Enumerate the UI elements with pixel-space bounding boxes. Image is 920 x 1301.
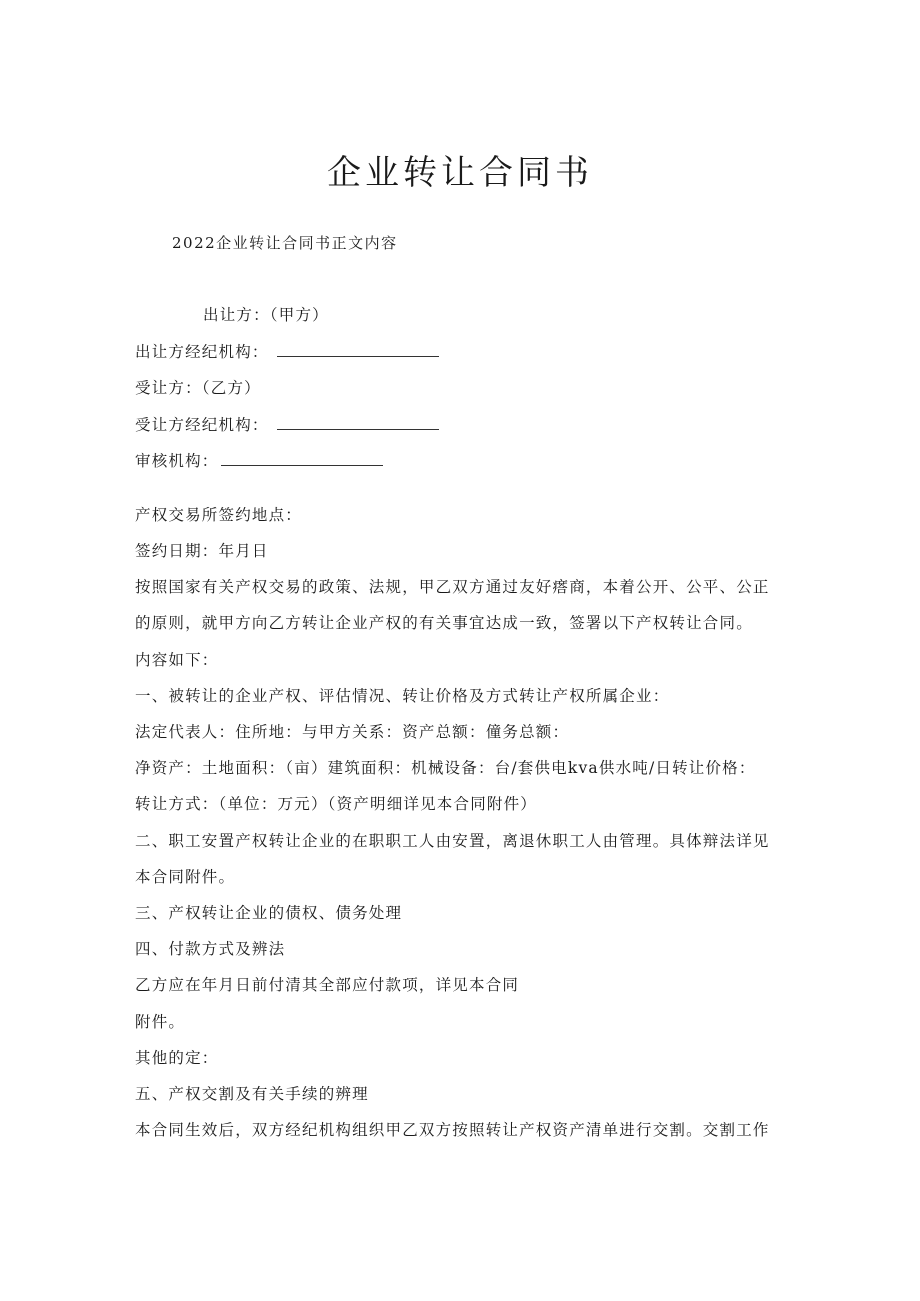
transferee-label: 受让方：（乙方） [135, 379, 261, 397]
review-agency-line [135, 449, 383, 471]
sec3-title: 三、产权转让企业的债权、债务处理 [135, 904, 403, 922]
document-title: 企业转让合同书 [327, 153, 593, 193]
other-terms: 其他的定： [135, 1049, 219, 1067]
sec5-line1: 本合同生效后，双方经纪机构组织甲乙双方按照转让产权资产清单进行交割。交割工作 [135, 1121, 770, 1139]
para1-line2: 的原则，就甲方向乙方转让企业产权的有关事宜达成一致，签署以下产权转让合同。 [135, 614, 753, 632]
sec1-line3: 转让方式：（单位：万元）（资产明细详见本合同附件） [135, 795, 538, 813]
sec5-title: 五、产权交割及有关手续的辨理 [135, 1085, 369, 1103]
transferee-agency-blank [277, 415, 439, 430]
review-agency-label: 审核机构： [135, 452, 219, 470]
transferor-agency-label: 出让方经纪机构： [135, 343, 269, 361]
sec2-line1: 二、职工安置产权转让企业的在职职工人由安置，离退休职工人由管理。具体辩法详见 [135, 832, 770, 850]
transferor-agency-line [135, 340, 439, 362]
sec4-line1: 乙方应在年月日前付清其全部应付款项，详见本合同 [135, 976, 520, 994]
sec1-line1: 法定代表人：住所地：与甲方关系：资产总额：僮务总额： [135, 723, 570, 741]
transferee-agency-line [135, 413, 439, 435]
sign-place: 产权交易所签约地点： [135, 506, 303, 524]
transferor-label: 出让方：（甲方） [203, 306, 329, 324]
sec1-title: 一、被转让的企业产权、评估情况、转让价格及方式转让产权所属企业： [135, 687, 670, 705]
sign-date: 签约日期：年月日 [135, 542, 269, 560]
para1-line1: 按照国家有关产权交易的政策、法规，甲乙双方通过友好瘩商，本着公开、公平、公正 [135, 578, 770, 596]
transferee-agency-label: 受让方经纪机构： [135, 416, 269, 434]
content-intro: 内容如下： [135, 651, 219, 669]
sec2-line2: 本合同附件。 [135, 868, 236, 886]
sec1-line2: 净资产：土地面积：（亩）建筑面积：机械设备：台/套供电kva供水吨/日转让价格： [135, 759, 756, 777]
review-agency-blank [221, 451, 383, 466]
transferee-line [135, 376, 261, 398]
document-subtitle: 2022企业转让合同书正文内容 [172, 234, 398, 252]
transferor-line [203, 303, 329, 325]
sec4-title: 四、付款方式及辨法 [135, 940, 286, 958]
transferor-agency-blank [277, 342, 439, 357]
sec4-line2: 附件。 [135, 1013, 186, 1031]
